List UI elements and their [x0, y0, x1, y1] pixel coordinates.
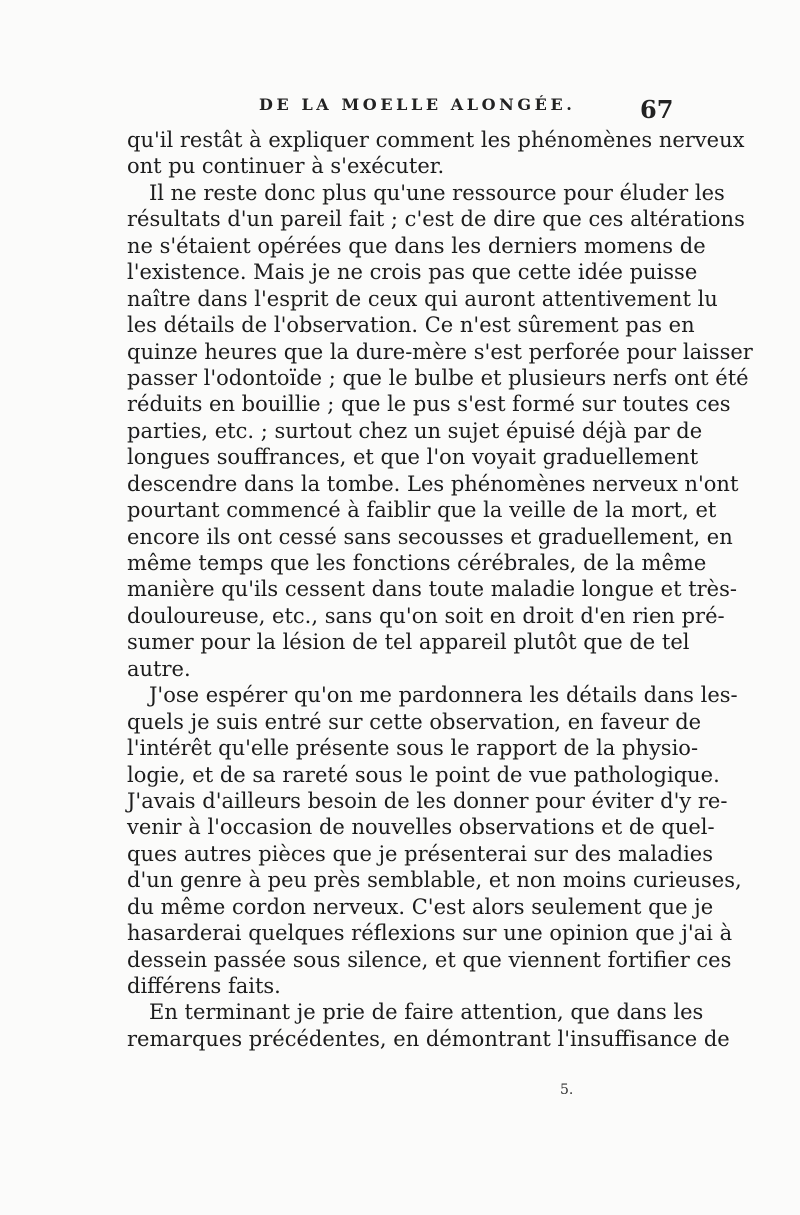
text-line: les détails de l'observation. Ce n'est sûrement pas en [127, 313, 695, 338]
text-line: encore ils ont cessé sans secousses et graduellement, en [127, 524, 733, 549]
text-line: naître dans l'esprit de ceux qui auront attentivement lu [127, 286, 718, 311]
text-line: descendre dans la tombe. Les phénomènes nerveux n'ont [127, 471, 739, 496]
text-line: parties, etc. ; surtout chez un sujet épuisé déjà par de [127, 418, 703, 443]
text-line: longues souffrances, et que l'on voyait graduellement [127, 445, 699, 470]
text-line: Il ne reste donc plus qu'une ressource pour éluder les [149, 180, 725, 205]
text-line: ne s'étaient opérées que dans les derniers momens de [127, 233, 706, 258]
text-line: l'intérêt qu'elle présente sous le rapport de la physio- [127, 736, 699, 761]
text-line: passer l'odontoïde ; que le bulbe et plusieurs nerfs ont été [127, 365, 749, 390]
text-line: réduits en bouillie ; que le pus s'est formé sur toutes ces [127, 392, 731, 417]
text-line: manière qu'ils cessent dans toute maladie longue et très- [127, 577, 737, 602]
text-line: remarques précédentes, en démontrant l'insuffisance de [127, 1026, 730, 1051]
text-line: quels je suis entré sur cette observation, en faveur de [127, 709, 702, 734]
text-line: l'existence. Mais je ne crois pas que cette idée puisse [127, 260, 698, 285]
text-line: douloureuse, etc., sans qu'on soit en droit d'en rien pré- [127, 603, 725, 628]
text-line: du même cordon nerveux. C'est alors seulement que je [127, 894, 714, 919]
text-line: quinze heures que la dure-mère s'est perforée pour laisser [127, 339, 753, 364]
text-line: ont pu continuer à s'exécuter. [127, 154, 445, 179]
text-line: J'avais d'ailleurs besoin de les donner pour éviter d'y re- [127, 788, 728, 813]
body-text [127, 127, 753, 1052]
text-line: dessein passée sous silence, et que viennent fortifier ces [127, 947, 732, 972]
text-line: ques autres pièces que je présenterai sur des maladies [127, 841, 713, 866]
text-line: même temps que les fonctions cérébrales, de la même [127, 551, 707, 575]
text-line: d'un genre à peu près semblable, et non moins curieuses, [127, 868, 742, 893]
text-line: qu'il restât à expliquer comment les phénomènes nerveux [127, 128, 745, 152]
text-line: résultats d'un pareil fait ; c'est de dire que ces altérations [127, 207, 745, 232]
page-number: 67 [640, 95, 674, 124]
text-line: J'ose espérer qu'on me pardonnera les détails dans les- [149, 683, 738, 708]
text-line: En terminant je prie de faire attention, que dans les [149, 1000, 704, 1025]
text-line: différens faits. [127, 974, 281, 998]
text-line: hasarderai quelques réflexions sur une opinion que j'ai à [127, 921, 733, 946]
signature-mark: 5. [560, 1082, 574, 1098]
text-line: logie, et de sa rareté sous le point de vue pathologique. [127, 762, 720, 787]
text-line: sumer pour la lésion de tel appareil plutôt que de tel [127, 630, 690, 655]
text-line: venir à l'occasion de nouvelles observations et de quel- [127, 815, 715, 840]
running-title: DE LA MOELLE ALONGÉE. [259, 95, 576, 114]
text-line: autre. [127, 656, 191, 681]
text-line: pourtant commencé à faiblir que la veille de la mort, et [127, 498, 717, 523]
